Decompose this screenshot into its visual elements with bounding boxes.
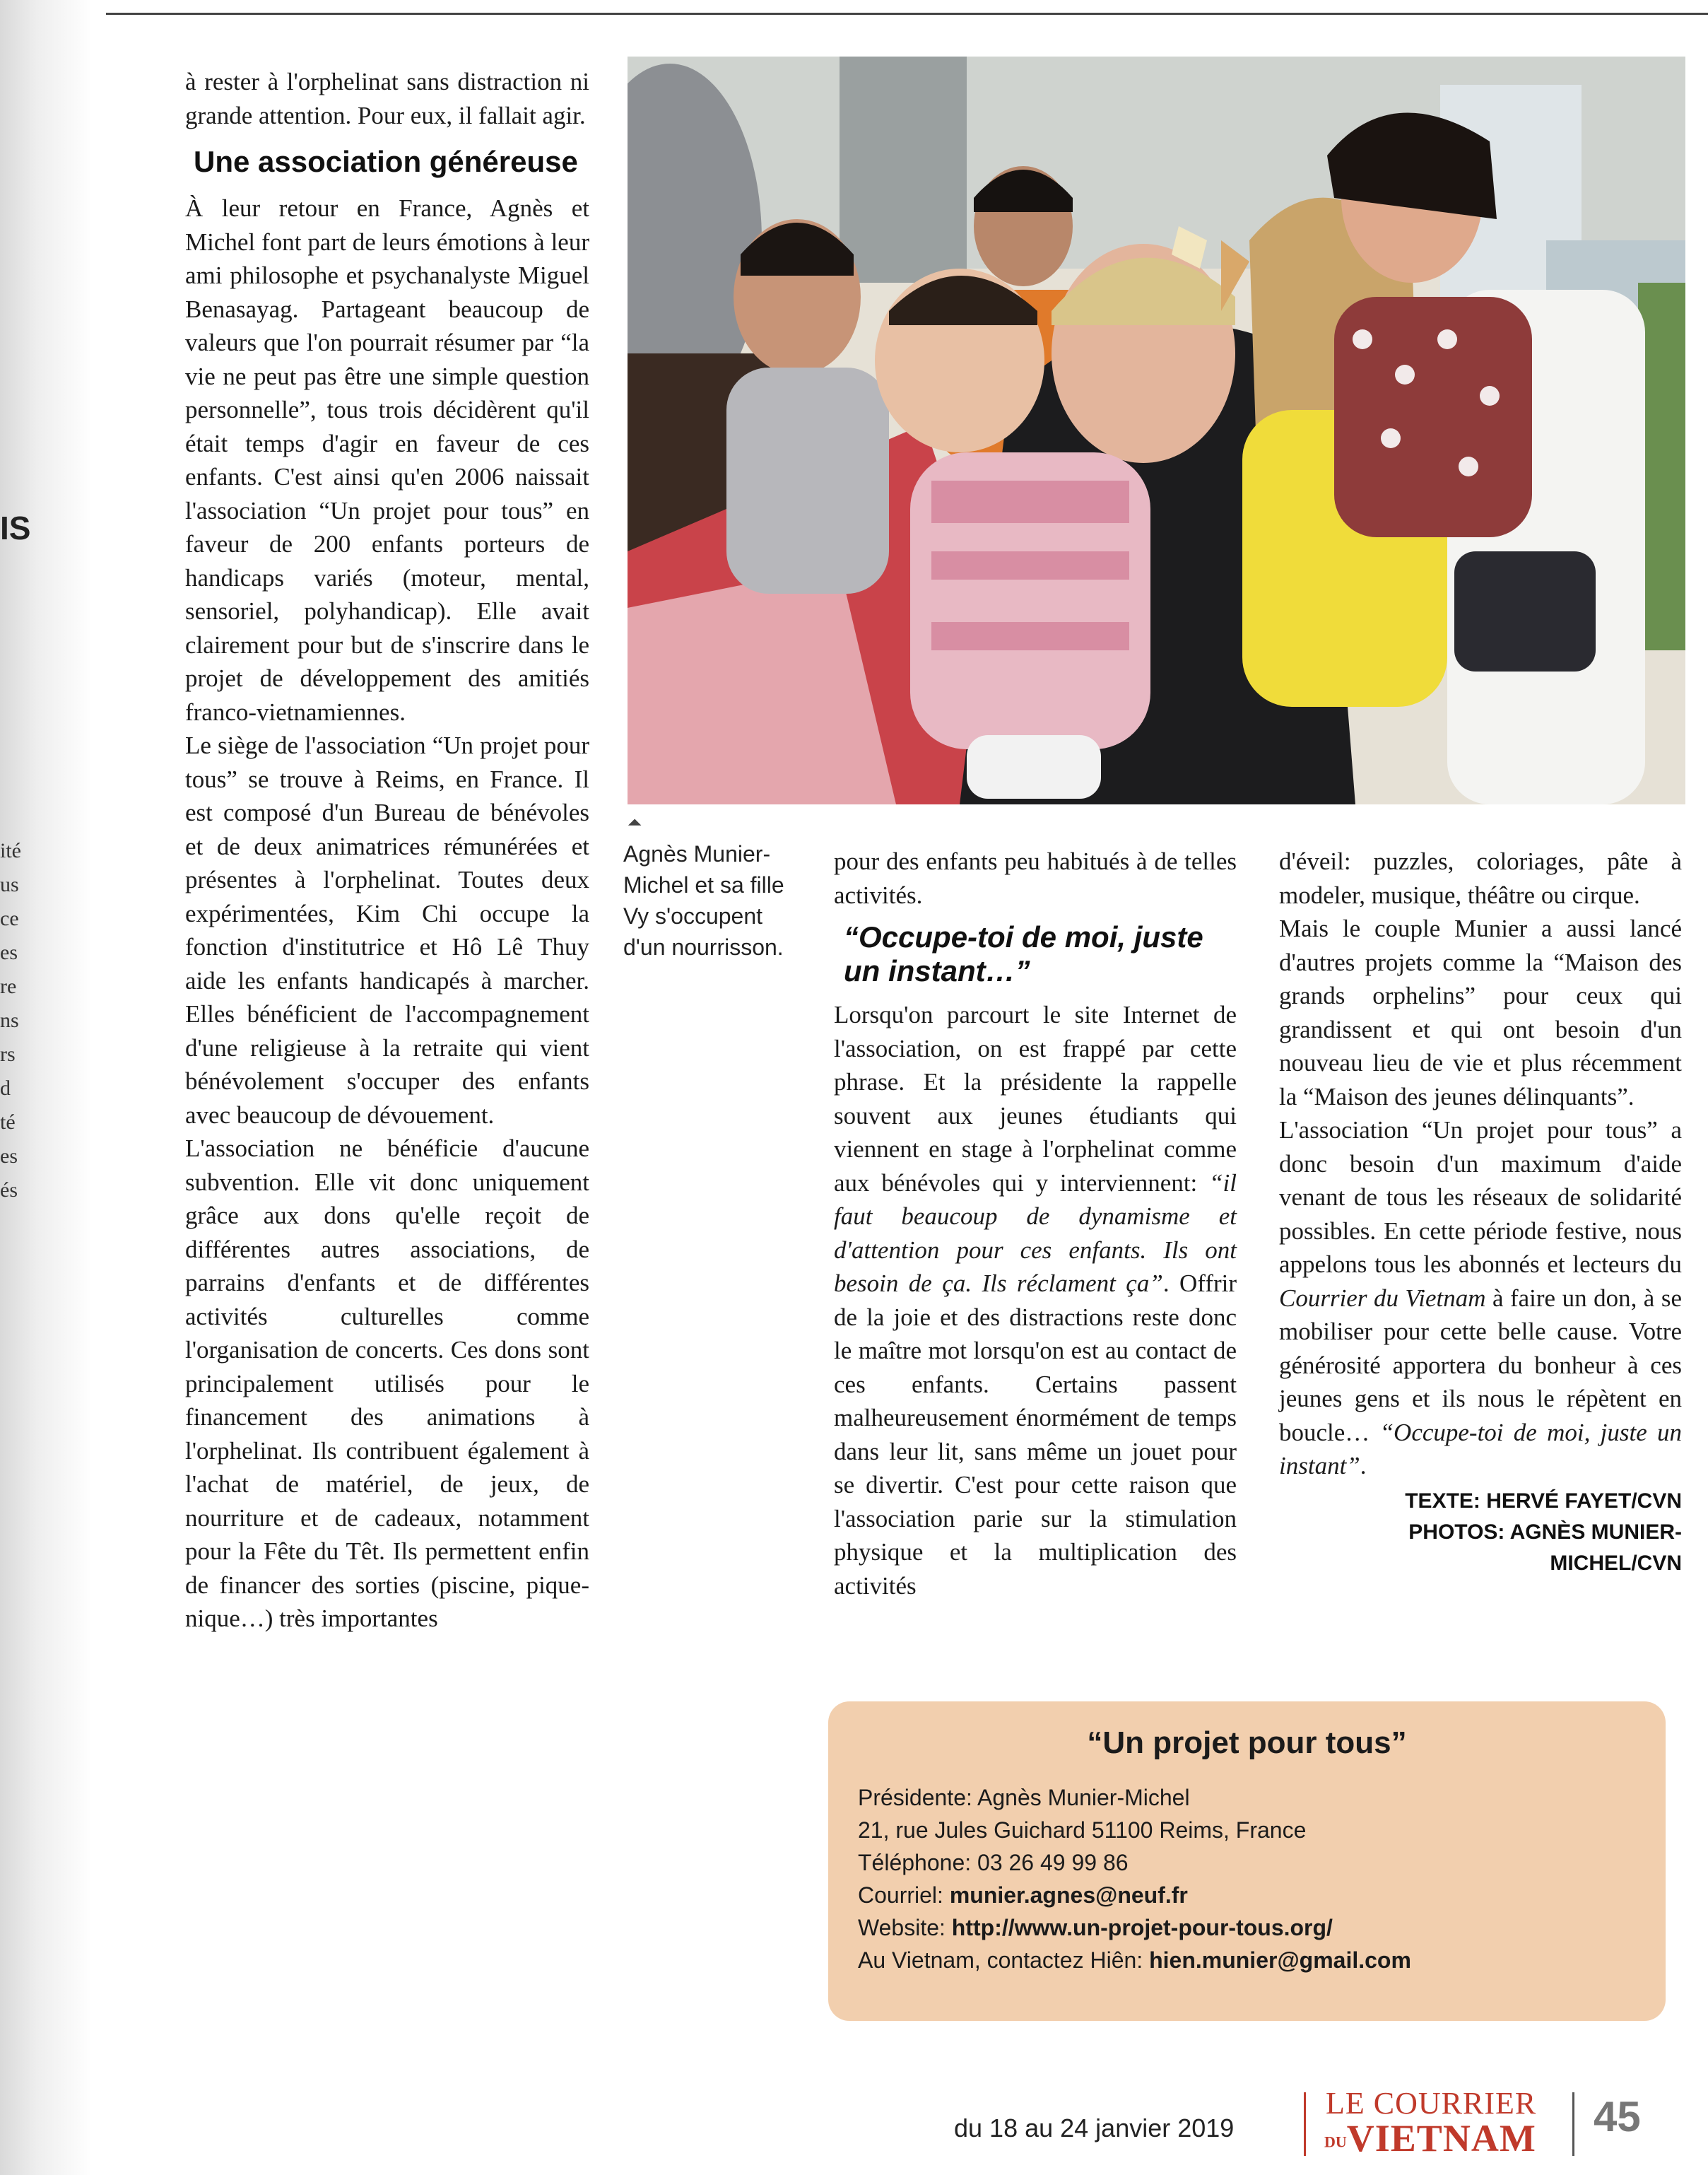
infobox-title: “Un projet pour tous” xyxy=(1087,1725,1407,1760)
website-label: Website: xyxy=(858,1915,952,1940)
infobox-president: Présidente: Agnès Munier-Michel xyxy=(858,1785,1190,1810)
caption-line: d'un nourrisson. xyxy=(623,934,784,960)
text-run: L'association “Un projet pour tous” a donc besoin d'un maximum d'aide venant de tous les réseaux de solidarité possibles. En cette période festive, nous appelons tous les abonnés et lecteurs du xyxy=(1279,1116,1682,1278)
italic-quote: “il faut beaucoup de dynamisme et d'attention pour ces enfants. Ils ont besoin de ça. Ils réclament ça” xyxy=(834,1168,1237,1297)
vietnam-email-link[interactable]: hien.munier@gmail.com xyxy=(1149,1947,1411,1973)
page-number: 45 xyxy=(1594,2093,1641,2140)
vietnam-label: Au Vietnam, contactez Hiên: xyxy=(858,1947,1150,1973)
italic-text: Courrier du Vietnam xyxy=(1279,1284,1486,1312)
bleed-fragment: re xyxy=(0,975,17,998)
bleed-fragment: d xyxy=(0,1077,11,1100)
infobox-phone: Téléphone: 03 26 49 99 86 xyxy=(858,1850,1129,1875)
article-column-1 xyxy=(185,65,589,1636)
text-run: . Offrir de la joie et des distractions reste donc le maître mot lorsqu'on est au contact de ces enfants. Certains passent malheureusement énormément de temps dans leur lit, sans même un jouet pour se divertir. C'est pour cette raison que l'association parie sur la stimulation physique et la multiplication des activités xyxy=(834,1270,1237,1600)
bleed-fragment: es xyxy=(0,941,18,964)
paragraph: à rester à l'orphelinat sans distraction ni grande attention. Pour eux, il fallait agir. xyxy=(185,68,589,129)
email-label: Courriel: xyxy=(858,1882,950,1908)
paragraph: À leur retour en France, Agnès et Michel font part de leurs émotions à leur ami philosophe et psychanalyste Miguel Benasayag. Partageant beaucoup de valeurs que l'on pourrait résumer par “la vie ne peut pas être une simple question personnelle”, tous trois décidèrent qu'il était temps d'agir en faveur de ces enfants. C'est ainsi qu'en 2006 naissait l'association “Un projet pour tous” en faveur de 200 enfants porteurs de handicaps variés (moteur, mental, sensoriel, polyhandicap). Elle avait clairement pour but de s'inscrire dans le projet de développement des amitiés franco-vietnamiennes. xyxy=(185,194,589,726)
website-link[interactable]: http://www.un-projet-pour-tous.org/ xyxy=(951,1915,1333,1940)
caption-arrow-icon: ⏶ xyxy=(628,811,642,833)
text-run: Lorsqu'on parcourt le site Internet de l'association, on est frappé par cette phrase. Et la présidente la rappelle souvent aux jeunes étudiants qui viennent en stage à l'orphelinat comme aux bénévoles qui y interviennent: xyxy=(834,1001,1237,1197)
infobox-website-line xyxy=(858,1915,1333,1941)
paragraph xyxy=(1279,1113,1682,1483)
credit-photos: PHOTOS: AGNÈS MUNIER-MICHEL/CVN xyxy=(1408,1520,1682,1575)
logo-top-text: LE COURRIER xyxy=(1326,2086,1537,2121)
paragraph: Le siège de l'association “Un projet pour tous” se trouve à Reims, en France. Il est composé d'un Bureau de bénévoles et de deux animatrices rémunérées et présentes à l'orphelinat. Toutes deux expérimentées, Kim Chi occupe la fonction d'institutrice et Hô Lê Thuy aide les enfants handicapés à marcher. Elles bénéficient de l'accompagnement d'une religieuse à la retraite qui vient bénévolement s'occuper des enfants avec beaucoup de dévouement. xyxy=(185,732,589,1129)
bleed-fragment: ité xyxy=(0,839,21,862)
article-photo xyxy=(628,57,1685,804)
publication-logo xyxy=(1321,2085,1555,2167)
caption-line: Agnès Munier- xyxy=(623,841,771,867)
top-rule xyxy=(106,13,1708,15)
bleed-fragment: es xyxy=(0,1144,18,1168)
bleed-fragment: ns xyxy=(0,1009,19,1032)
logo-vietnam: VIETNAM xyxy=(1346,2117,1536,2159)
paragraph: Mais le couple Munier a aussi lancé d'autres projets comme la “Maison des grands orphelins” pour ceux qui grandissent et qui ont besoin d'un nouveau lieu de vie et plus récemment la “Maison des jeunes délinquants”. xyxy=(1279,915,1682,1110)
article-column-2 xyxy=(834,845,1237,1602)
infobox-address: 21, rue Jules Guichard 51100 Reims, France xyxy=(858,1817,1307,1843)
bleed-fragment: és xyxy=(0,1178,18,1202)
issue-date: du 18 au 24 janvier 2019 xyxy=(954,2114,1235,2142)
section-subhead: Une association généreuse xyxy=(194,145,578,178)
bleed-fragment: ce xyxy=(0,907,19,930)
paragraph: d'éveil: puzzles, coloriages, pâte à modeler, musique, théâtre ou cirque. xyxy=(1279,848,1682,909)
logo-bottom-text xyxy=(1324,2116,1536,2160)
text-run: . xyxy=(1360,1452,1367,1479)
contact-infobox xyxy=(828,1701,1666,2021)
footer-divider xyxy=(1304,2092,1306,2156)
email-link[interactable]: munier.agnes@neuf.fr xyxy=(949,1882,1188,1908)
paragraph: L'association ne bénéficie d'aucune subvention. Elle vit donc uniquement grâce aux dons qu'elle reçoit de différentes autres associations, de parrains d'enfants et de différentes activités culturelles comme l'organisation de concerts. Ces dons sont principalement utilisés pour le financement des animations à l'orphelinat. Ils contribuent également à l'achat de matériel, de jeux, de nourriture et de cadeaux, notamment pour la Fête du Têt. Ils permettent enfin de financer des sorties (piscine, pique-nique…) très importantes xyxy=(185,1135,589,1632)
caption-line: Michel et sa fille xyxy=(623,872,784,898)
footer-divider xyxy=(1572,2092,1574,2156)
article-column-3 xyxy=(1279,845,1682,1579)
italic-quote: “Occupe-toi de moi, juste un instant” xyxy=(1279,1418,1683,1479)
bleed-fragment: té xyxy=(0,1110,16,1134)
infobox-email-line xyxy=(858,1882,1188,1909)
bleed-text-fragments xyxy=(0,834,28,1207)
text-run: à faire un don, à se mobiliser pour cette belle cause. Votre générosité apportera du bonheur à ces jeunes gens et ils nous le répètent en boucle… xyxy=(1279,1284,1682,1446)
paragraph: pour des enfants peu habitués à de telles activités. xyxy=(834,848,1237,909)
caption-line: Vy s'occupent xyxy=(623,903,763,929)
bleed-text-bold: IS xyxy=(0,510,31,546)
bleed-fragment: rs xyxy=(0,1043,16,1066)
photo-illustration xyxy=(628,57,1685,804)
quote-subhead: “Occupe-toi de moi, juste un instant…” xyxy=(844,920,1203,987)
credit-text: TEXTE: HERVÉ FAYET/CVN xyxy=(1405,1489,1682,1513)
credits xyxy=(1279,1486,1682,1579)
photo-caption xyxy=(623,838,803,963)
logo-du: DU xyxy=(1324,2133,1347,2151)
bleed-fragment: us xyxy=(0,873,19,896)
infobox-vietnam-line xyxy=(858,1947,1411,1974)
paragraph xyxy=(834,998,1237,1602)
